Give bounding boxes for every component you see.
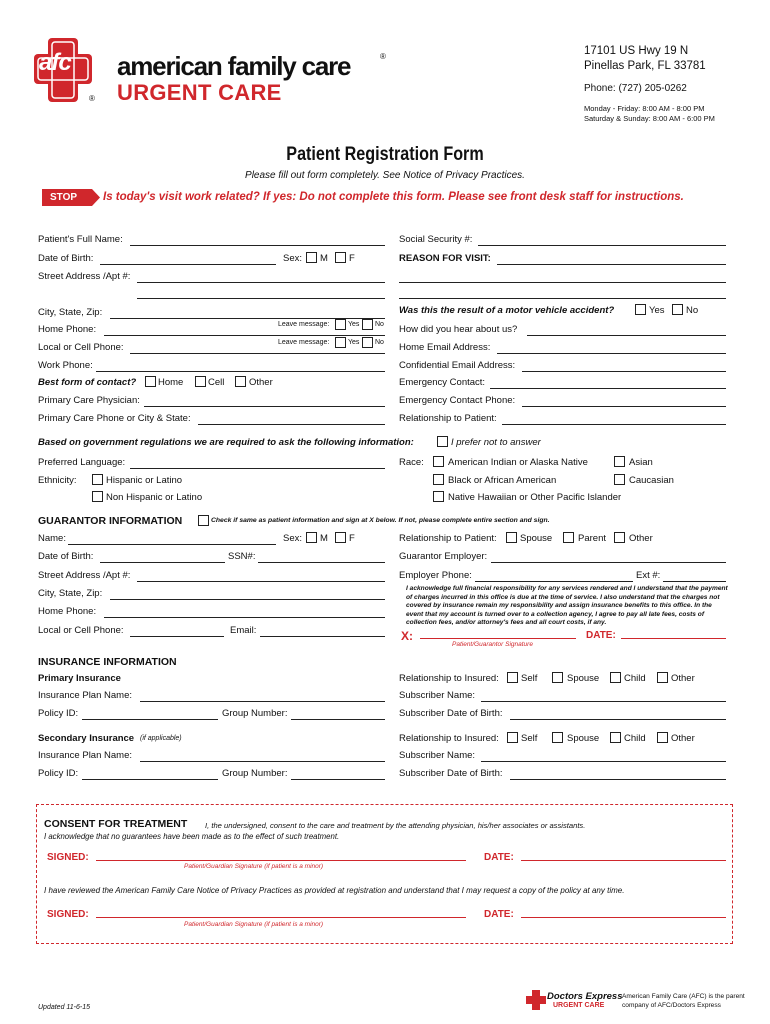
- consent-heading: CONSENT FOR TREATMENT: [44, 818, 188, 830]
- hear-field[interactable]: [527, 335, 726, 336]
- street-label: Street Address /Apt #:: [38, 271, 131, 282]
- g-spouse-label: Spouse: [520, 533, 553, 544]
- hear-label: How did you hear about us?: [399, 324, 518, 335]
- p-relationship-label: Relationship to Insured:: [399, 673, 499, 684]
- reason-label: REASON FOR VISIT:: [399, 253, 491, 264]
- home-phone-field[interactable]: [104, 335, 385, 336]
- s-policy-field[interactable]: [82, 779, 218, 780]
- g-parent-label: Parent: [578, 533, 606, 544]
- guarantor-check-note: Check if same as patient information and sign at X below. If not, please complete entire section and sign.: [211, 517, 550, 524]
- p-policy-label: Policy ID:: [38, 708, 79, 719]
- reason-field-2[interactable]: [399, 282, 726, 283]
- g-home-phone-field[interactable]: [104, 617, 385, 618]
- city-label: City, State, Zip:: [38, 307, 103, 318]
- home-leave-yes-checkbox[interactable]: [335, 319, 346, 330]
- p-other-label: Other: [671, 673, 695, 684]
- insurance-heading: INSURANCE INFORMATION: [38, 656, 177, 668]
- p-policy-field[interactable]: [82, 719, 218, 720]
- guarantor-same-checkbox[interactable]: [198, 515, 209, 526]
- mva-no-label: No: [686, 305, 699, 316]
- full-name-label: Patient's Full Name:: [38, 234, 123, 245]
- doctors-express-logo-icon: [526, 990, 546, 1010]
- g-street-field[interactable]: [137, 581, 385, 582]
- contact-home-checkbox[interactable]: [145, 376, 156, 387]
- emergency-label: Emergency Contact:: [399, 377, 486, 388]
- pcp-phone-label: Primary Care Phone or City & State:: [38, 413, 191, 424]
- home-leave-yes-label: Yes: [348, 321, 360, 328]
- consent-text1: I, the undersigned, consent to the care and treatment by the attending physician, his/her associates or assistants.: [205, 821, 586, 830]
- consent-date-field-2[interactable]: [521, 917, 726, 918]
- hispanic-label: Hispanic or Latino: [106, 475, 183, 486]
- g-ack-text: I acknowledge full financial responsibility for any services rendered and I understand that the payment of charges incurred in this office is due at the time of service. I also understand that the charges not covered by insurance remain my responsibility and assign insurance benefits to this office. In the event that my account is turned over to a collection agency, I agree to pay all late fees, costs of collection fees, and/or attorney's fees and all court costs, if any.: [406, 585, 728, 627]
- consent-sig-caption-1: Patient/Guardian Signature (if patient is a minor): [184, 863, 324, 870]
- g-cell-phone-label: Local or Cell Phone:: [38, 625, 124, 636]
- hawaiian-checkbox[interactable]: [433, 491, 444, 502]
- hours-weekday: Monday - Friday: 8:00 AM - 8:00 PM: [584, 104, 705, 113]
- g-sex-m-label: M: [320, 533, 328, 544]
- g-name-label: Name:: [38, 533, 66, 544]
- ssn-label: Social Security #:: [399, 234, 473, 245]
- consent-privacy-text: I have reviewed the American Family Care Notice of Privacy Practices as provided at registration and understand that I may request a copy of the policy at any time.: [44, 886, 625, 895]
- contact-other-checkbox[interactable]: [235, 376, 246, 387]
- g-ssn-label: SSN#:: [228, 551, 256, 562]
- primary-label: Primary Insurance: [38, 673, 121, 684]
- language-label: Preferred Language:: [38, 457, 126, 468]
- g-sig-caption: Patient/Guarantor Signature: [452, 641, 533, 648]
- registered-mark: ®: [380, 52, 386, 61]
- cell-leave-no-label: No: [375, 339, 384, 346]
- brand-sub: URGENT CARE: [117, 80, 282, 105]
- contact-home-label: Home: [158, 377, 184, 388]
- home-leave-msg-label: Leave message:: [278, 321, 330, 328]
- consent-text2: I acknowledge that no guarantees have been made as to the effect of such treatment.: [44, 832, 340, 841]
- page-title: Patient Registration Form: [286, 144, 484, 165]
- g-employer-phone-label: Employer Phone:: [399, 570, 472, 581]
- full-name-field[interactable]: [130, 245, 385, 246]
- g-city-label: City, State, Zip:: [38, 588, 103, 599]
- consent-signature-field-1[interactable]: [96, 860, 466, 861]
- g-employer-label: Guarantor Employer:: [399, 551, 488, 562]
- asian-checkbox[interactable]: [614, 456, 625, 467]
- stop-text: Is today's visit work related? If yes: Do not complete this form. Please see front desk staff for instructions.: [103, 191, 684, 203]
- p-subscriber-dob-field[interactable]: [510, 719, 726, 720]
- work-phone-field[interactable]: [96, 371, 385, 372]
- g-x-label: X:: [401, 629, 413, 643]
- g-cell-phone-field[interactable]: [130, 636, 224, 637]
- s-other-label: Other: [671, 733, 695, 744]
- amer-indian-checkbox[interactable]: [433, 456, 444, 467]
- address-line2: Pinellas Park, FL 33781: [584, 60, 706, 72]
- parent-line2: company of AFC/Doctors Express: [622, 1002, 721, 1009]
- contact-other-label: Other: [249, 377, 273, 388]
- s-subscriber-dob-label: Subscriber Date of Birth:: [399, 768, 503, 779]
- cell-leave-yes-label: Yes: [348, 339, 360, 346]
- g-city-field[interactable]: [110, 599, 385, 600]
- s-plan-label: Insurance Plan Name:: [38, 750, 132, 761]
- cell-phone-label: Local or Cell Phone:: [38, 342, 124, 353]
- g-date-field[interactable]: [621, 638, 726, 639]
- emergency-phone-label: Emergency Contact Phone:: [399, 395, 516, 406]
- secondary-if-applicable: (if applicable): [140, 735, 182, 742]
- contact-cell-checkbox[interactable]: [195, 376, 206, 387]
- g-ssn-field[interactable]: [258, 562, 385, 563]
- p-child-label: Child: [624, 673, 646, 684]
- p-subscriber-field[interactable]: [481, 701, 726, 702]
- g-sex-label: Sex:: [283, 533, 303, 544]
- secondary-label: Secondary Insurance: [38, 733, 135, 744]
- guarantor-heading: GUARANTOR INFORMATION: [38, 515, 183, 527]
- pcp-phone-field[interactable]: [198, 424, 385, 425]
- mva-yes-label: Yes: [649, 305, 665, 316]
- sex-m-label: M: [320, 253, 328, 264]
- p-plan-field[interactable]: [140, 701, 385, 702]
- g-home-phone-label: Home Phone:: [38, 606, 97, 617]
- g-sex-f-label: F: [349, 533, 355, 544]
- sex-m-checkbox[interactable]: [306, 252, 317, 263]
- s-spouse-label: Spouse: [567, 733, 600, 744]
- s-self-checkbox[interactable]: [507, 732, 518, 743]
- conf-email-field[interactable]: [522, 371, 726, 372]
- asian-label: Asian: [629, 457, 653, 468]
- p-child-checkbox[interactable]: [610, 672, 621, 683]
- ssn-field[interactable]: [478, 245, 726, 246]
- g-email-label: Email:: [230, 625, 257, 636]
- emergency-field[interactable]: [490, 388, 726, 389]
- pcp-field[interactable]: [144, 406, 385, 407]
- updated-label: Updated 11-6-15: [38, 1004, 91, 1011]
- work-phone-label: Work Phone:: [38, 360, 93, 371]
- mva-label: Was this the result of a motor vehicle accident?: [399, 305, 615, 316]
- hours-weekend: Saturday & Sunday: 8:00 AM - 6:00 PM: [584, 114, 715, 123]
- p-self-label: Self: [521, 673, 538, 684]
- g-spouse-checkbox[interactable]: [506, 532, 517, 543]
- p-spouse-label: Spouse: [567, 673, 600, 684]
- relationship-label: Relationship to Patient:: [399, 413, 497, 424]
- caucasian-checkbox[interactable]: [614, 474, 625, 485]
- sex-f-label: F: [349, 253, 355, 264]
- s-relationship-label: Relationship to Insured:: [399, 733, 499, 744]
- doctors-express-name: Doctors Express: [547, 991, 623, 1002]
- s-self-label: Self: [521, 733, 538, 744]
- cell-leave-no-checkbox[interactable]: [362, 337, 373, 348]
- street-field-2[interactable]: [137, 298, 385, 299]
- g-email-field[interactable]: [260, 636, 385, 637]
- g-other-label: Other: [629, 533, 653, 544]
- reason-field-3[interactable]: [399, 298, 726, 299]
- g-sex-m-checkbox[interactable]: [306, 532, 317, 543]
- afc-logo-text: afc: [39, 49, 71, 76]
- address-line1: 17101 US Hwy 19 N: [584, 45, 689, 57]
- black-checkbox[interactable]: [433, 474, 444, 485]
- p-subscriber-dob-label: Subscriber Date of Birth:: [399, 708, 503, 719]
- prefer-not-checkbox[interactable]: [437, 436, 448, 447]
- consent-signature-field-2[interactable]: [96, 917, 466, 918]
- non-hispanic-label: Non Hispanic or Latino: [106, 492, 203, 503]
- consent-sig-caption-2: Patient/Guardian Signature (if patient is a minor): [184, 921, 324, 928]
- language-field[interactable]: [130, 468, 385, 469]
- s-policy-label: Policy ID:: [38, 768, 79, 779]
- s-subscriber-dob-field[interactable]: [510, 779, 726, 780]
- g-ext-label: Ext #:: [636, 570, 661, 581]
- gov-text: Based on government regulations we are required to ask the following information:: [38, 437, 414, 448]
- amer-indian-label: American Indian or Alaska Native: [448, 457, 588, 468]
- prefer-not-label: I prefer not to answer: [451, 437, 541, 448]
- p-other-checkbox[interactable]: [657, 672, 668, 683]
- black-label: Black or African American: [448, 475, 557, 486]
- p-spouse-checkbox[interactable]: [552, 672, 563, 683]
- dob-label: Date of Birth:: [38, 253, 94, 264]
- cell-phone-field[interactable]: [130, 353, 385, 354]
- s-other-checkbox[interactable]: [657, 732, 668, 743]
- g-parent-checkbox[interactable]: [563, 532, 574, 543]
- s-group-field[interactable]: [291, 779, 385, 780]
- g-other-checkbox[interactable]: [614, 532, 625, 543]
- sex-f-checkbox[interactable]: [335, 252, 346, 263]
- home-leave-no-checkbox[interactable]: [362, 319, 373, 330]
- hawaiian-label: Native Hawaiian or Other Pacific Islander: [448, 492, 622, 503]
- caucasian-label: Caucasian: [629, 475, 674, 486]
- consent-date-field-1[interactable]: [521, 860, 726, 861]
- g-employer-phone-field[interactable]: [475, 581, 633, 582]
- s-plan-field[interactable]: [140, 761, 385, 762]
- stop-badge: STOP: [50, 192, 78, 203]
- s-child-label: Child: [624, 733, 646, 744]
- phone: Phone: (727) 205-0262: [584, 83, 687, 94]
- g-relationship-label: Relationship to Patient:: [399, 533, 497, 544]
- s-spouse-checkbox[interactable]: [552, 732, 563, 743]
- conf-email-label: Confidential Email Address:: [399, 360, 516, 371]
- doctors-express-sub: URGENT CARE: [553, 1002, 605, 1009]
- parent-line1: American Family Care (AFC) is the parent: [622, 993, 745, 1000]
- race-label: Race:: [399, 457, 424, 468]
- street-field[interactable]: [137, 282, 385, 283]
- emergency-phone-field[interactable]: [522, 406, 726, 407]
- g-date-label: DATE:: [586, 630, 616, 641]
- consent-signed-label-2: SIGNED:: [47, 909, 89, 920]
- g-sex-f-checkbox[interactable]: [335, 532, 346, 543]
- email-field[interactable]: [497, 353, 726, 354]
- reason-field[interactable]: [497, 264, 726, 265]
- brand-name: american family care: [117, 51, 351, 81]
- consent-signed-label-1: SIGNED:: [47, 852, 89, 863]
- p-group-label: Group Number:: [222, 708, 288, 719]
- s-subscriber-label: Subscriber Name:: [399, 750, 476, 761]
- g-employer-field[interactable]: [491, 562, 726, 563]
- subtitle: Please fill out form completely. See Notice of Privacy Practices.: [245, 170, 525, 181]
- hispanic-checkbox[interactable]: [92, 474, 103, 485]
- non-hispanic-checkbox[interactable]: [92, 491, 103, 502]
- registered-mark-2: ®: [89, 94, 95, 103]
- dob-field[interactable]: [100, 264, 276, 265]
- sex-label: Sex:: [283, 253, 303, 264]
- home-leave-no-label: No: [375, 321, 384, 328]
- s-group-label: Group Number:: [222, 768, 288, 779]
- relationship-field[interactable]: [502, 424, 726, 425]
- g-dob-label: Date of Birth:: [38, 551, 94, 562]
- g-ext-field[interactable]: [663, 581, 726, 582]
- mva-yes-checkbox[interactable]: [635, 304, 646, 315]
- consent-date-label-1: DATE:: [484, 852, 514, 863]
- pcp-label: Primary Care Physician:: [38, 395, 140, 406]
- s-child-checkbox[interactable]: [610, 732, 621, 743]
- ethnicity-label: Ethnicity:: [38, 475, 77, 486]
- p-plan-label: Insurance Plan Name:: [38, 690, 132, 701]
- g-name-field[interactable]: [68, 544, 276, 545]
- g-street-label: Street Address /Apt #:: [38, 570, 131, 581]
- s-subscriber-field[interactable]: [481, 761, 726, 762]
- home-phone-label: Home Phone:: [38, 324, 97, 335]
- g-dob-field[interactable]: [100, 562, 225, 563]
- mva-no-checkbox[interactable]: [672, 304, 683, 315]
- p-subscriber-label: Subscriber Name:: [399, 690, 476, 701]
- p-self-checkbox[interactable]: [507, 672, 518, 683]
- g-signature-field[interactable]: [420, 638, 576, 639]
- email-label: Home Email Address:: [399, 342, 491, 353]
- consent-date-label-2: DATE:: [484, 909, 514, 920]
- p-group-field[interactable]: [291, 719, 385, 720]
- contact-cell-label: Cell: [208, 377, 225, 388]
- cell-leave-yes-checkbox[interactable]: [335, 337, 346, 348]
- best-contact-label: Best form of contact?: [38, 377, 137, 388]
- cell-leave-msg-label: Leave message:: [278, 339, 330, 346]
